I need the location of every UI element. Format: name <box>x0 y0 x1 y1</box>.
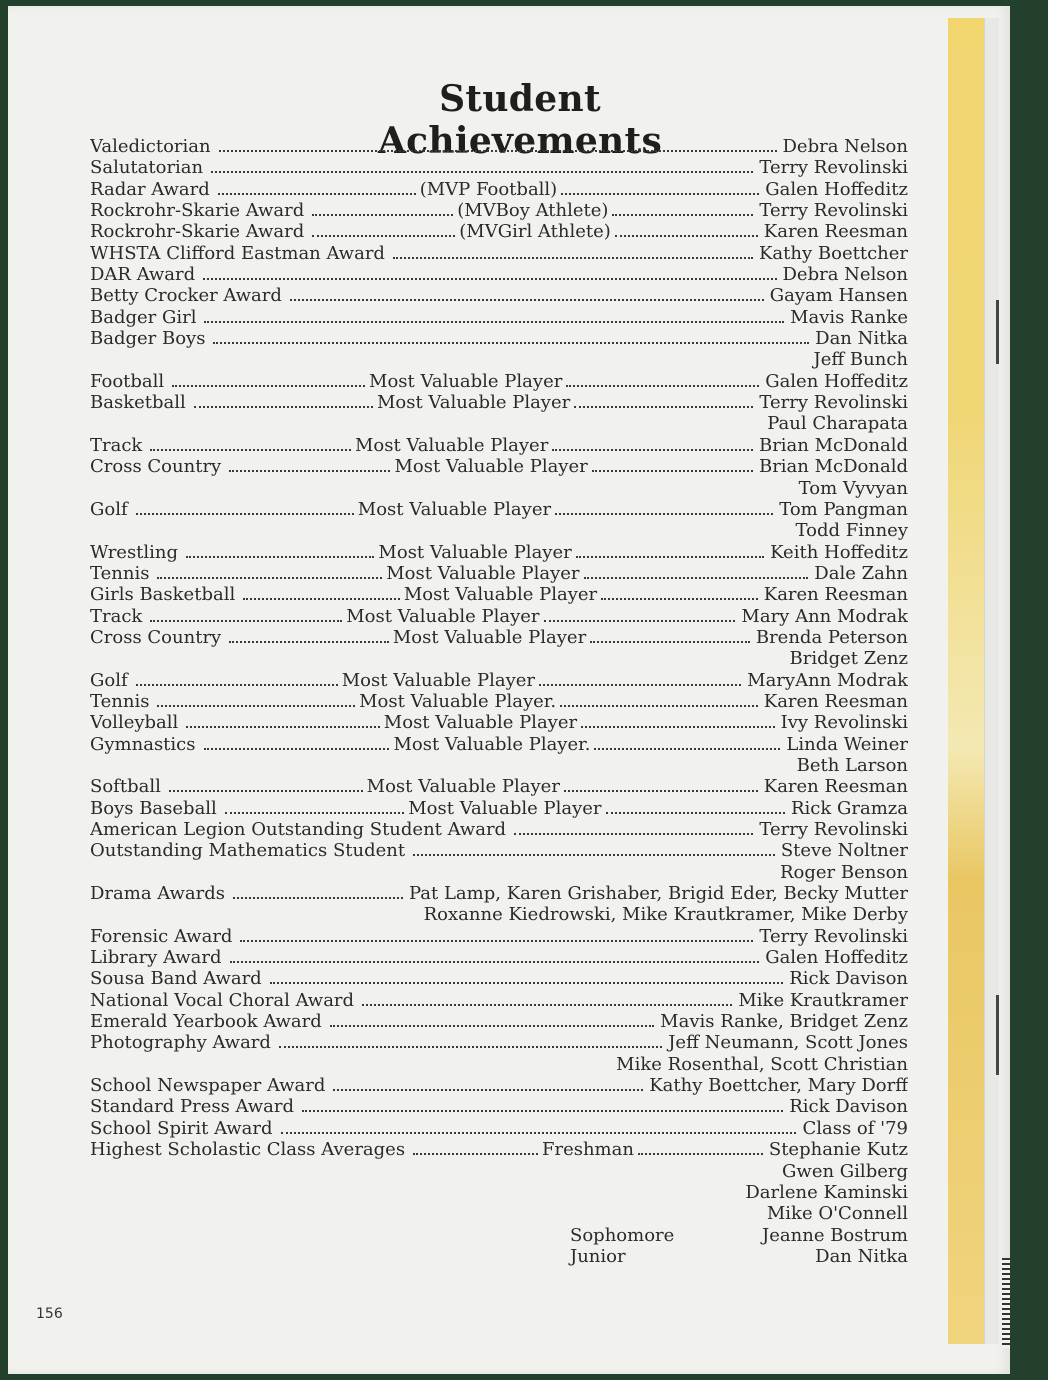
recipient-name: Terry Revolinski <box>759 200 908 222</box>
recipient-name: MaryAnn Modrak <box>747 669 908 691</box>
award-name: School Newspaper Award <box>90 1075 326 1097</box>
award-name: Tennis <box>90 690 150 712</box>
dot-leader <box>136 513 354 515</box>
achievement-row <box>90 328 908 349</box>
award-category: Most Valuable Player <box>408 797 602 819</box>
achievement-row <box>90 413 908 434</box>
award-category: Most Valuable Player <box>392 626 587 648</box>
class-level-label: Sophomore <box>570 1224 675 1246</box>
recipient-name: Karen Reesman <box>763 221 908 243</box>
award-name: Radar Award <box>90 178 210 200</box>
award-name: Rockrohr-Skarie Award <box>90 221 305 243</box>
class-level-label: Junior <box>570 1245 626 1267</box>
achievement-row <box>90 1011 908 1032</box>
recipient-name: Stephanie Kutz <box>768 1139 908 1161</box>
recipient-name: Paul Charapata <box>767 413 908 435</box>
award-name: Volleyball <box>90 712 179 734</box>
recipient-name: Tom Pangman <box>779 498 908 520</box>
achievement-row <box>90 542 908 563</box>
achievement-row <box>90 478 908 499</box>
award-name: DAR Award <box>90 264 196 286</box>
recipient-name: Terry Revolinski <box>759 819 908 840</box>
page-title: Student Achievements <box>377 78 663 162</box>
page-edge-margin <box>984 18 999 1344</box>
recipient-name: Mike O'Connell <box>766 1203 908 1225</box>
dot-leader <box>574 406 753 408</box>
award-category: Most Valuable Player <box>355 434 549 456</box>
award-category: (MVP Football) <box>419 178 558 200</box>
recipient-name: Kathy Boettcher <box>758 242 908 264</box>
binding-mark <box>996 995 999 1075</box>
recipient-name: Terry Revolinski <box>759 925 908 947</box>
recipient-name: Rick Davison <box>789 1096 908 1118</box>
award-name: Outstanding Mathematics Student <box>90 840 406 862</box>
award-name: Cross Country <box>90 626 222 648</box>
dot-leader <box>157 577 382 579</box>
award-category: Most Valuable Player <box>386 562 580 584</box>
award-name: Valedictorian <box>90 136 211 157</box>
achievement-list <box>90 136 908 1267</box>
achievement-row <box>90 1182 908 1203</box>
recipient-name: Linda Weiner <box>786 733 908 755</box>
dot-leader <box>539 684 741 686</box>
award-category: (MVGirl Athlete) <box>459 221 611 243</box>
achievement-row <box>90 1032 908 1053</box>
recipient-name: Beth Larson <box>796 754 908 776</box>
recipient-name: Darlene Kaminski <box>745 1181 908 1203</box>
recipient-name: Ivy Revolinski <box>780 712 908 734</box>
achievement-row <box>90 1054 908 1075</box>
recipient-name: Steve Noltner <box>780 840 908 862</box>
dot-leader <box>204 321 784 323</box>
achievement-row <box>90 606 908 627</box>
recipient-name: Brian McDonald <box>758 434 908 456</box>
dot-leader <box>211 171 753 173</box>
dot-leader <box>312 235 455 237</box>
dot-leader <box>312 214 453 216</box>
dot-leader <box>612 214 753 216</box>
achievement-row <box>90 734 908 755</box>
achievement-row <box>90 1139 908 1160</box>
award-name: Boys Baseball <box>90 797 217 819</box>
dot-leader <box>204 748 390 750</box>
dot-leader <box>169 790 363 792</box>
award-name: Emerald Yearbook Award <box>90 1011 322 1033</box>
achievement-row <box>90 648 908 669</box>
dot-leader <box>136 684 338 686</box>
dot-leader <box>243 598 400 600</box>
recipient-name: Mike Krautkramer <box>738 989 908 1011</box>
award-name: Rockrohr-Skarie Award <box>90 200 305 222</box>
award-name: Salutatorian <box>90 157 204 179</box>
dot-leader <box>229 641 389 643</box>
award-name: Drama Awards <box>90 883 225 905</box>
award-name: Girls Basketball <box>90 584 236 606</box>
dot-leader <box>186 556 374 558</box>
achievement-row <box>90 840 908 861</box>
achievement-row <box>90 1246 908 1267</box>
dot-leader <box>290 299 764 301</box>
dot-leader <box>594 748 780 750</box>
recipient-name: Karen Reesman <box>763 584 908 606</box>
dot-leader <box>555 513 773 515</box>
achievement-row <box>90 520 908 541</box>
award-category: Most Valuable Player <box>369 370 563 392</box>
award-name: Betty Crocker Award <box>90 285 282 307</box>
recipient-name: Galen Hoffeditz <box>765 178 908 200</box>
recipient-name: Karen Reesman <box>763 776 908 798</box>
dot-leader <box>157 705 355 707</box>
achievement-row <box>90 1075 908 1096</box>
dot-leader <box>561 193 759 195</box>
dot-leader <box>362 1004 732 1006</box>
award-name: Sousa Band Award <box>90 968 262 990</box>
dot-leader <box>270 982 784 984</box>
recipient-name: Galen Hoffeditz <box>765 370 908 392</box>
achievement-row <box>90 670 908 691</box>
recipient-name: Class of '79 <box>802 1117 908 1139</box>
recipient-name: Mavis Ranke <box>790 306 908 328</box>
recipient-name: Mary Ann Modrak <box>741 605 908 627</box>
dot-leader <box>581 726 775 728</box>
dot-leader <box>203 278 776 280</box>
dot-leader <box>413 854 775 856</box>
dot-leader <box>233 897 403 899</box>
page-edge-yellow-strip <box>948 18 984 1344</box>
binding-mark <box>996 300 999 364</box>
award-category: Most Valuable Player <box>383 712 578 734</box>
award-name: Track <box>90 434 143 456</box>
recipient-name: Dan Nitka <box>815 1245 908 1267</box>
recipient-name: Bridget Zenz <box>789 648 908 670</box>
dot-leader <box>564 790 758 792</box>
dot-leader <box>186 726 380 728</box>
award-category: Most Valuable Player <box>394 456 588 478</box>
recipient-name: Karen Reesman <box>763 690 908 712</box>
award-name: Tennis <box>90 562 150 584</box>
recipient-name: Gayam Hansen <box>769 285 908 307</box>
recipient-name: Dale Zahn <box>814 562 908 584</box>
achievement-row <box>90 755 908 776</box>
achievement-row <box>90 200 908 221</box>
dot-leader <box>601 598 758 600</box>
award-name: Badger Boys <box>90 328 206 350</box>
award-name: Highest Scholastic Class Averages <box>90 1139 406 1161</box>
award-name: Library Award <box>90 947 222 969</box>
achievement-row <box>90 883 908 904</box>
recipient-name: Brian McDonald <box>758 456 908 478</box>
achievement-row <box>90 1203 908 1224</box>
dot-leader <box>150 449 351 451</box>
achievement-row <box>90 563 908 584</box>
dot-leader <box>230 961 760 963</box>
recipient-name: Todd Finney <box>795 520 908 542</box>
recipient-name: Rick Gramza <box>790 797 908 819</box>
award-category: Most Valuable Player <box>357 498 552 520</box>
achievement-row <box>90 691 908 712</box>
achievement-row <box>90 776 908 797</box>
award-name: Basketball <box>90 392 186 414</box>
dot-leader <box>229 470 390 472</box>
award-category: Most Valuable Player <box>403 584 598 606</box>
achievement-row <box>90 136 908 157</box>
recipient-name: Mike Rosenthal, Scott Christian <box>616 1053 908 1075</box>
dot-leader <box>552 449 753 451</box>
recipient-name: Mavis Ranke, Bridget Zenz <box>660 1011 908 1033</box>
award-name: Football <box>90 370 165 392</box>
recipient-name: Roxanne Kiedrowski, Mike Krautkramer, Mike Derby <box>423 904 908 926</box>
award-category: Most Valuable Player <box>378 541 572 563</box>
dot-leader <box>514 833 753 835</box>
dot-leader <box>279 1046 662 1048</box>
award-name: Golf <box>90 669 128 691</box>
dot-leader <box>566 385 759 387</box>
award-name: Golf <box>90 498 128 520</box>
award-name: Wrestling <box>90 541 179 563</box>
achievement-row <box>90 926 908 947</box>
achievement-row <box>90 264 908 285</box>
recipient-name: Jeff Neumann, Scott Jones <box>668 1032 908 1054</box>
achievement-row <box>90 627 908 648</box>
dot-leader <box>281 1132 797 1134</box>
dot-leader <box>225 812 404 814</box>
recipient-name: Rick Davison <box>789 968 908 990</box>
dot-leader <box>413 1153 538 1155</box>
achievement-row <box>90 499 908 520</box>
dot-leader <box>213 342 809 344</box>
achievement-row <box>90 1225 908 1246</box>
award-category: Most Valuable Player <box>346 605 540 627</box>
dot-leader <box>393 257 753 259</box>
recipient-name: Terry Revolinski <box>759 157 908 179</box>
award-name: National Vocal Choral Award <box>90 989 355 1011</box>
dot-leader <box>333 1089 643 1091</box>
award-name: Softball <box>90 776 161 798</box>
award-name: Standard Press Award <box>90 1096 295 1118</box>
dot-leader <box>638 1153 763 1155</box>
award-category: (MVBoy Athlete) <box>457 200 609 222</box>
award-category: Most Valuable Player <box>376 392 571 414</box>
achievement-row <box>90 947 908 968</box>
recipient-name: Roger Benson <box>779 861 908 883</box>
achievement-row <box>90 435 908 456</box>
recipient-name: Terry Revolinski <box>759 392 908 414</box>
dot-leader <box>150 620 342 622</box>
recipient-name: Dan Nitka <box>815 328 908 350</box>
dot-leader <box>218 193 416 195</box>
recipient-name: Brenda Peterson <box>755 626 908 648</box>
achievement-row <box>90 179 908 200</box>
achievement-row <box>90 243 908 264</box>
dot-leader <box>606 812 785 814</box>
recipient-name: Keith Hoffeditz <box>770 541 908 563</box>
dot-leader <box>330 1025 654 1027</box>
achievement-row <box>90 371 908 392</box>
dot-leader <box>592 470 753 472</box>
achievement-row <box>90 285 908 306</box>
achievement-row <box>90 712 908 733</box>
achievement-row <box>90 1096 908 1117</box>
recipient-name: Jeanne Bostrum <box>762 1224 908 1246</box>
dot-leader <box>544 620 736 622</box>
achievement-row <box>90 819 908 840</box>
achievement-row <box>90 1118 908 1139</box>
achievement-row <box>90 584 908 605</box>
achievement-row <box>90 904 908 925</box>
award-name: Forensic Award <box>90 925 233 947</box>
recipient-name: Galen Hoffeditz <box>765 947 908 969</box>
award-name: Badger Girl <box>90 306 197 328</box>
dot-leader <box>194 406 373 408</box>
award-name: Cross Country <box>90 456 222 478</box>
recipient-name: Debra Nelson <box>782 136 908 157</box>
dot-leader <box>560 705 758 707</box>
achievement-row <box>90 798 908 819</box>
dot-leader <box>302 1110 783 1112</box>
award-category: Most Valuable Player <box>341 669 536 691</box>
award-name: American Legion Outstanding Student Award <box>90 819 507 840</box>
dot-leader <box>590 641 750 643</box>
achievement-row <box>90 307 908 328</box>
achievement-row <box>90 968 908 989</box>
achievement-row <box>90 456 908 477</box>
award-category: Most Valuable Player. <box>393 733 591 755</box>
award-name: WHSTA Clifford Eastman Award <box>90 242 385 264</box>
dot-leader <box>584 577 809 579</box>
dot-leader <box>576 556 764 558</box>
award-name: Track <box>90 605 143 627</box>
achievement-row <box>90 990 908 1011</box>
recipient-name: Gwen Gilberg <box>782 1160 908 1182</box>
achievement-row <box>90 349 908 370</box>
binding-mark <box>1002 1258 1010 1348</box>
award-name: School Spirit Award <box>90 1117 273 1139</box>
dot-leader <box>615 235 758 237</box>
recipient-name: Jeff Bunch <box>813 349 908 371</box>
award-name: Gymnastics <box>90 733 196 755</box>
achievement-row <box>90 392 908 413</box>
page-number: 156 <box>36 1306 63 1322</box>
achievement-row <box>90 862 908 883</box>
recipient-name: Debra Nelson <box>782 264 908 286</box>
recipient-name: Kathy Boettcher, Mary Dorff <box>649 1075 908 1097</box>
dot-leader <box>240 940 753 942</box>
dot-leader <box>172 385 365 387</box>
achievement-row <box>90 221 908 242</box>
award-category: Freshman <box>541 1139 634 1161</box>
dot-leader <box>219 150 777 152</box>
award-category: Most Valuable Player <box>366 776 560 798</box>
award-category: Most Valuable Player. <box>359 690 557 712</box>
recipient-name: Pat Lamp, Karen Grishaber, Brigid Eder, Becky Mutter <box>408 883 908 905</box>
achievement-row <box>90 1161 908 1182</box>
achievement-row <box>90 157 908 178</box>
award-name: Photography Award <box>90 1032 271 1054</box>
recipient-name: Tom Vyvyan <box>798 477 908 499</box>
